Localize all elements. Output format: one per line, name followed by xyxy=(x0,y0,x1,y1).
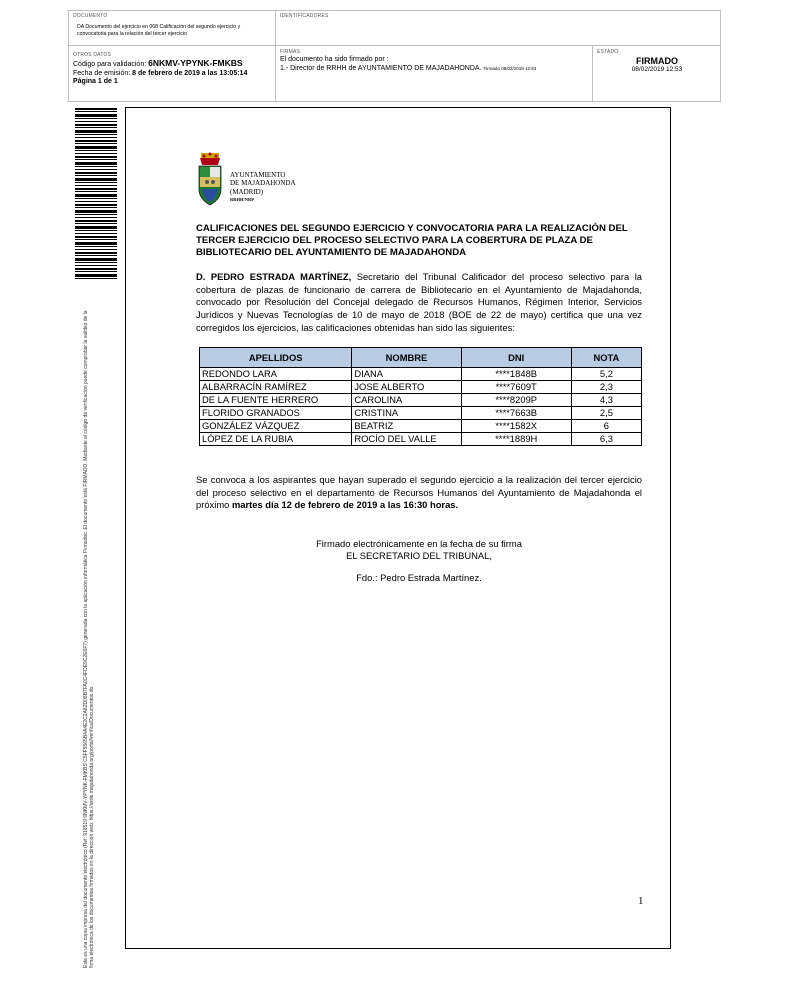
convocation-paragraph xyxy=(196,474,642,512)
cell-dni: ****8209P xyxy=(461,394,571,407)
documento-label: DOCUMENTO xyxy=(73,13,108,19)
estado-cell xyxy=(593,46,721,102)
cell-apellidos: ALBARRACÍN RAMÍREZ xyxy=(200,381,352,394)
cell-dni: ****1582X xyxy=(461,420,571,433)
secretary-name: D. PEDRO ESTRADA MARTÍNEZ, xyxy=(196,271,352,282)
page-number: 1 xyxy=(638,895,644,907)
estado-label: ESTADO xyxy=(597,49,619,55)
page-count: Página 1 de 1 xyxy=(73,78,118,85)
grades-table xyxy=(199,347,642,446)
sign-line1: Firmado electrónicamente en la fecha de su firma xyxy=(316,538,522,549)
table-row xyxy=(200,420,642,433)
estado-value: FIRMADO xyxy=(636,56,678,66)
cell-nombre: DIANA xyxy=(352,368,461,381)
cell-nota: 2,5 xyxy=(571,407,641,420)
fecha-label: Fecha de emisión: xyxy=(73,69,131,77)
org-line2: DE MAJADAHONDA xyxy=(230,179,296,188)
firmas-label: FIRMAS xyxy=(280,49,301,55)
cell-apellidos: REDONDO LARA xyxy=(200,368,352,381)
cell-dni: ****1848B xyxy=(461,368,571,381)
cell-nota: 6 xyxy=(571,420,641,433)
cell-dni: ****7663B xyxy=(461,407,571,420)
firmas-date: Firmado 08/02/2019 12:53 xyxy=(483,65,537,71)
table-header-row xyxy=(200,348,642,368)
estado-date: 08/02/2019 12:53 xyxy=(631,66,683,73)
org-line1: AYUNTAMIENTO xyxy=(230,171,286,179)
validation-code[interactable]: 6NKMV-YPYNK-FMKBS xyxy=(148,58,243,68)
cell-apellidos: LÓPEZ DE LA RUBIA xyxy=(200,433,352,446)
barcode-image xyxy=(75,108,117,280)
firmas-cell xyxy=(276,46,593,102)
org-line3: (MADRID) xyxy=(230,187,264,196)
convoca-date: martes día 12 de febrero de 2019 a las 16:30 horas. xyxy=(231,499,459,511)
identificadores-cell xyxy=(276,11,721,46)
col-apellidos: APELLIDOS xyxy=(200,348,352,368)
sign-line2: EL SECRETARIO DEL TRIBUNAL, xyxy=(346,549,492,561)
verification-side-text: Este es una copia impresa del documento electrónico (Ref: 918519 6NKMV-YPYNK-FMKBS C5FF5565B4A4E2C2A82D08B7FA0C4FDE9C2E6F7) generada con la aplicación informática Firmadoc. El documento está FIRMADO. Mediante el código de verificación puede comprobar la validez de la firma electrónica de los documentos firmados en la dirección web: https://sede.majadahonda.org/portal/verifica/Documentos.do xyxy=(83,310,96,968)
sign-line3: Fdo.: Pedro Estrada Martínez. xyxy=(356,572,482,584)
cell-dni: ****7609T xyxy=(461,381,571,394)
otros-datos-label: OTROS DATOS xyxy=(73,52,112,58)
cell-nota: 4,3 xyxy=(571,394,641,407)
cell-nombre: JOSE ALBERTO xyxy=(352,381,461,394)
col-nota: NOTA xyxy=(571,348,641,368)
cell-nombre: ROCÍO DEL VALLE xyxy=(352,433,461,446)
cell-nota: 5,2 xyxy=(571,368,641,381)
table-row xyxy=(200,407,642,420)
cell-dni: ****1889H xyxy=(461,433,571,446)
cell-apellidos: DE LA FUENTE HERRERO xyxy=(200,394,352,407)
fecha-value: 8 de febrero de 2019 a las 13:05:14 xyxy=(132,69,248,77)
document-title: CALIFICACIONES DEL SEGUNDO EJERCICIO Y CONVOCATORIA PARA LA REALIZACIÓN DEL TERCER EJERCICIO DEL PROCESO SELECTIVO PARA LA COBERTURA DE PLAZA DE BIBLIOTECARIO DEL AYUNTAMIENTO DE MAJADAHONDA xyxy=(196,223,628,258)
cell-nota: 6,3 xyxy=(571,433,641,446)
cell-apellidos: GONZÁLEZ VÁZQUEZ xyxy=(200,420,352,433)
codigo-label: Código para validación: xyxy=(73,61,147,68)
table-row xyxy=(200,433,642,446)
cell-nombre: BEATRIZ xyxy=(352,420,461,433)
cell-nombre: CAROLINA xyxy=(352,394,461,407)
cell-nombre: CRISTINA xyxy=(352,407,461,420)
intro-text: Secretario del Tribunal Calificador del proceso selectivo para la cobertura de plazas de funcionario de carrera de Bibliotecario en el Ayuntamiento de Majadahonda, convocado por Resolución del Concejal delegado de Recursos Humanos, Régimen Interior, Servicios Jurídicos y Nuevas Tecnologías de 10 de mayo de 2018 (BOE de 22 de mayo) certifica que una vez corregidos los ejercicios, las calificaciones obtenidas han sido las siguientes: xyxy=(196,271,642,333)
org-dept: RRHH/NRP xyxy=(230,197,254,203)
documento-text: DA Documento del ejercicio en 068 Calificación del segundo ejercicio y convocatoria para la relación del tercer ejercicio xyxy=(77,24,241,37)
col-dni: DNI xyxy=(461,348,571,368)
otros-datos-cell xyxy=(69,46,276,102)
organization-name xyxy=(230,171,296,205)
table-row xyxy=(200,368,642,381)
identificadores-label: IDENTIFICADORES xyxy=(280,13,329,19)
col-nombre: NOMBRE xyxy=(352,348,461,368)
table-row xyxy=(200,381,642,394)
signature-header xyxy=(68,10,721,102)
firmas-line: 1.- Director de RRHH de AYUNTAMIENTO DE MAJADAHONDA. xyxy=(280,64,482,72)
signature-block xyxy=(196,538,642,584)
coat-of-arms-icon xyxy=(196,151,224,211)
documento-cell xyxy=(69,11,276,46)
intro-paragraph xyxy=(196,271,642,335)
cell-nota: 2,3 xyxy=(571,381,641,394)
document-page xyxy=(125,107,671,949)
firmas-intro: El documento ha sido firmado por : xyxy=(280,56,389,63)
convoca-text: Se convoca a los aspirantes que hayan superado el segundo ejercicio a la realización del tercer ejercicio del proceso selectivo en el departamento de Recursos Humanos del Ayuntamiento de Majadahonda el próximo xyxy=(196,474,642,511)
cell-apellidos: FLORIDO GRANADOS xyxy=(200,407,352,420)
table-row xyxy=(200,394,642,407)
